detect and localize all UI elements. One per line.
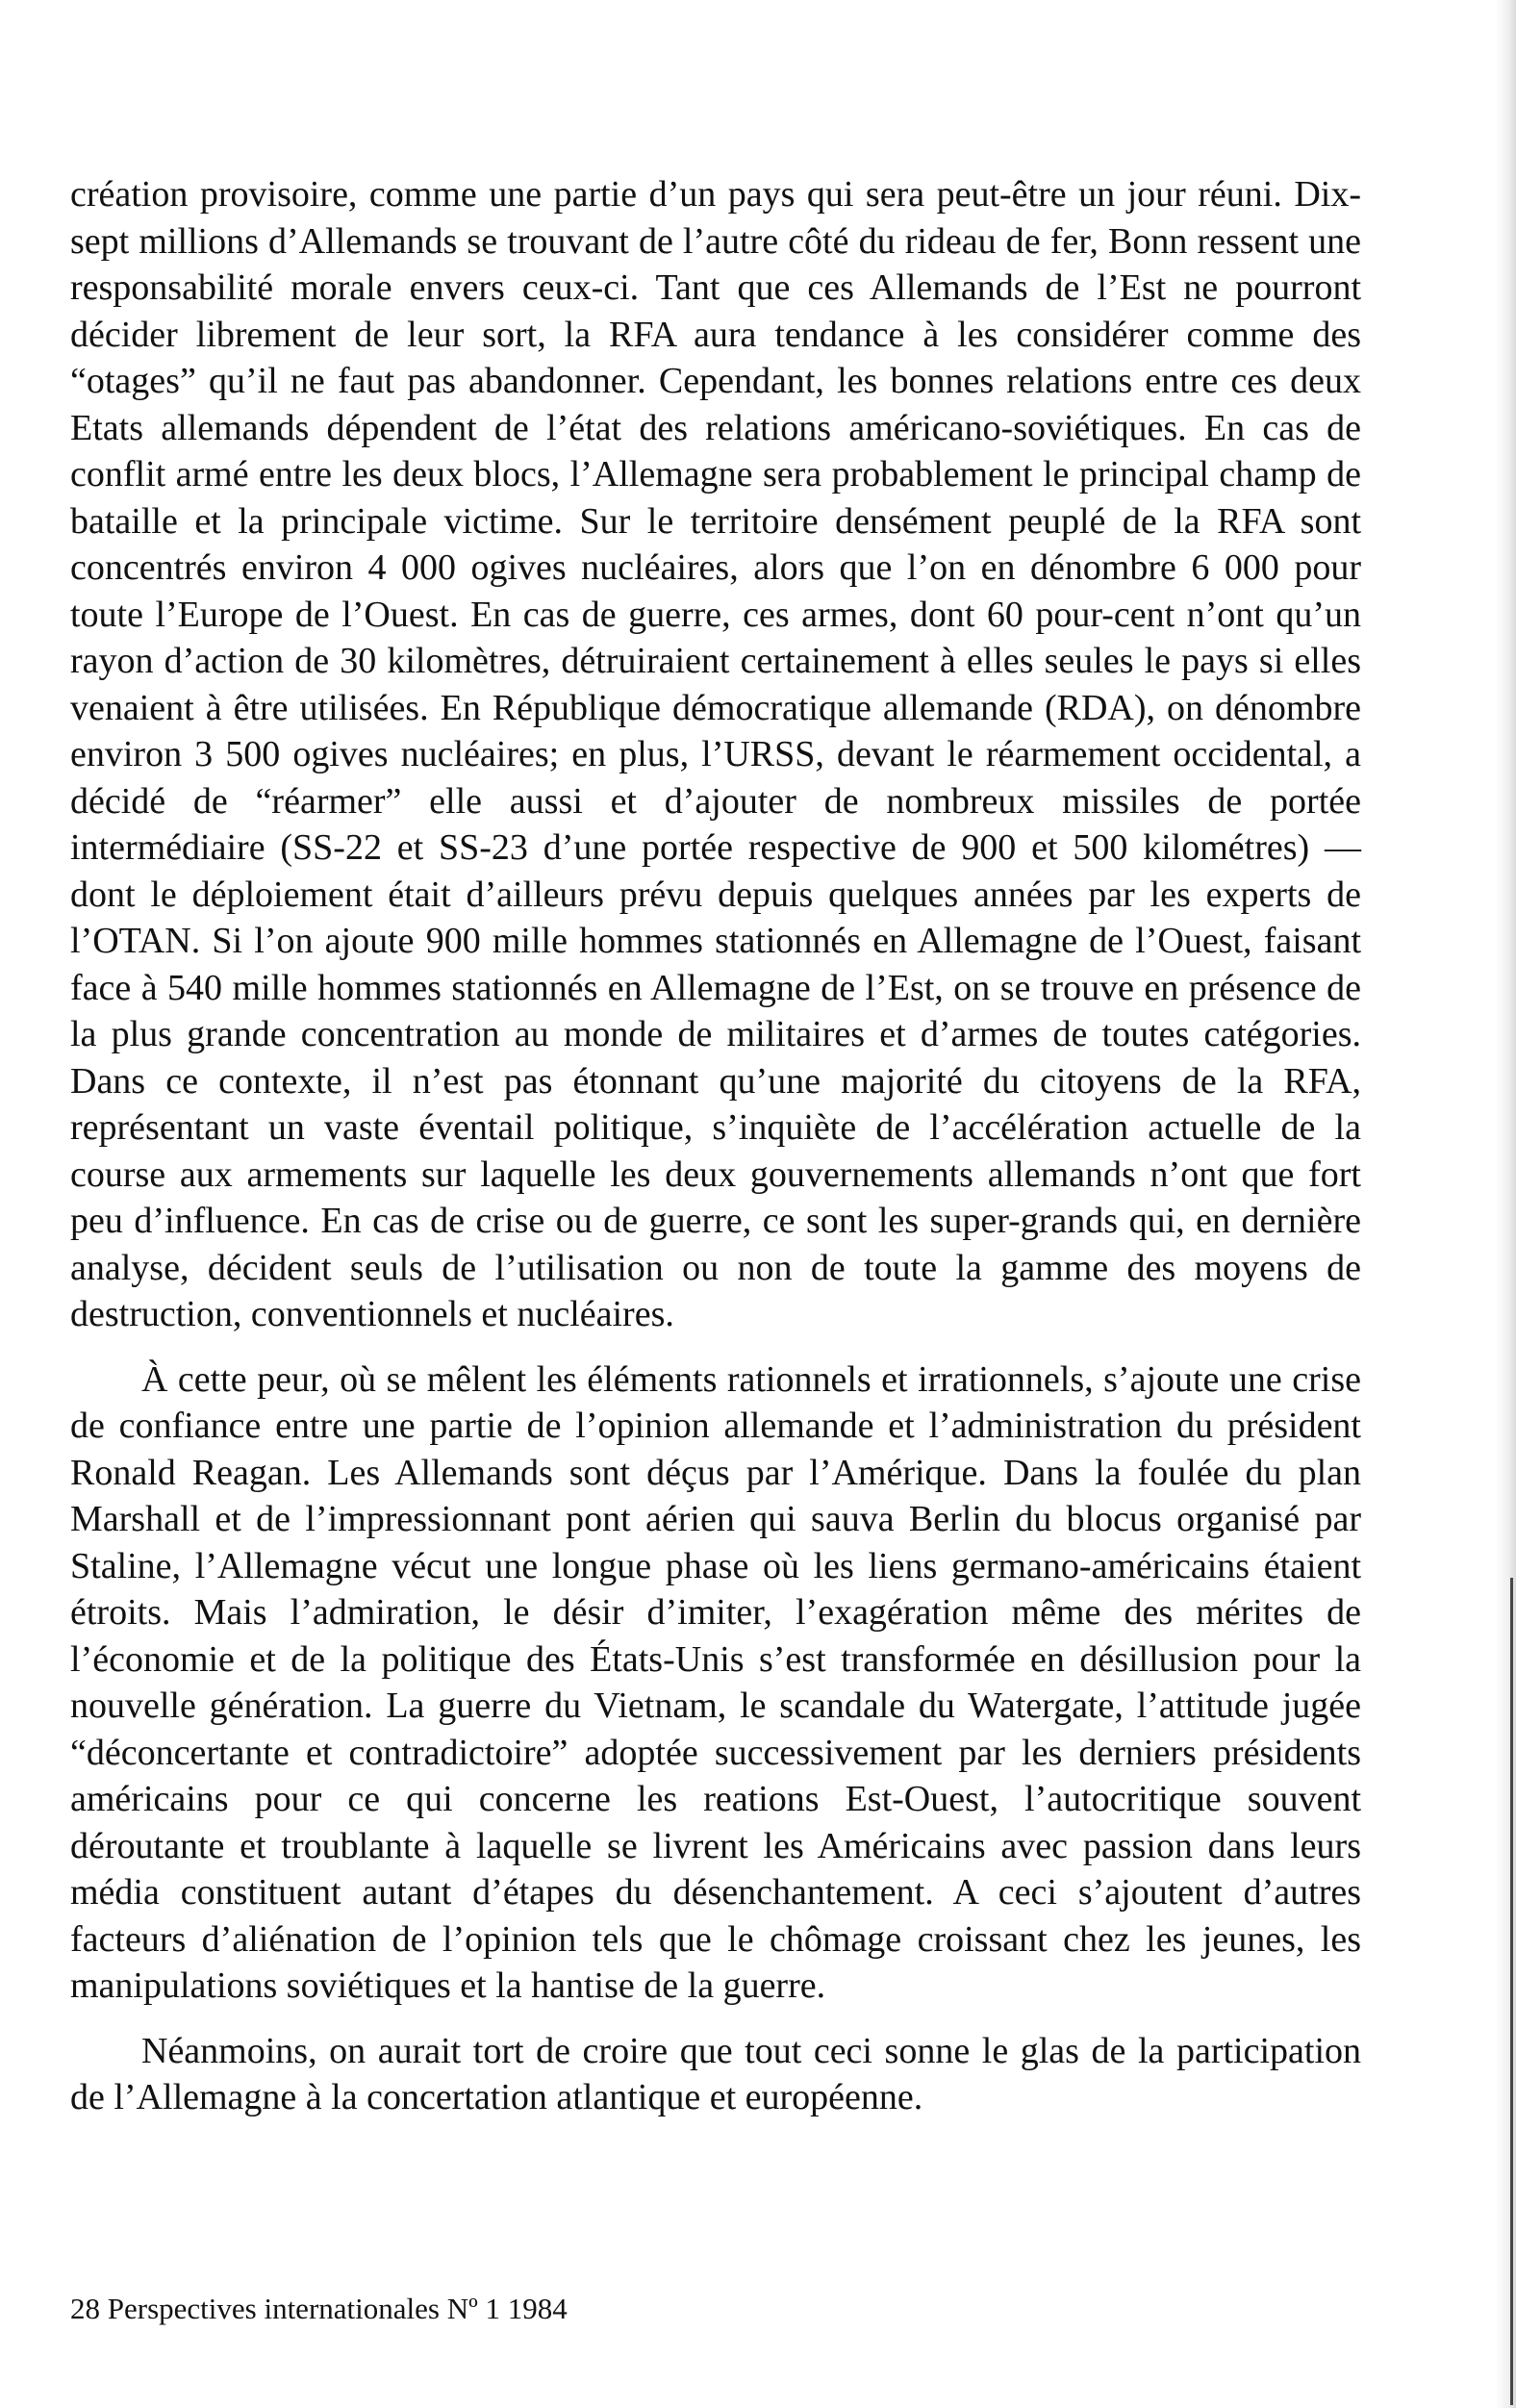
paragraph-1: création provisoire, comme une partie d’un pays qui sera peut-être un jour réuni. Dix-sept millions d’Allemands se trouvant de l’autre côté du rideau de fer, Bonn ressent une responsabilité morale envers ceux-ci. Tant que ces Allemands de l’Est ne pourront décider librement de leur sort, la RFA aura tendance à les considérer comme des “otages” qu’il ne faut pas abandonner. Cependant, les bonnes relations entre ces deux Etats allemands dépendent de l’état des relations américano-soviétiques. En cas de conflit armé entre les deux blocs, l’Allemagne sera probablement le principal champ de bataille et la principale victime. Sur le territoire densément peuplé de la RFA sont concentrés environ 4 000 ogives nucléaires, alors que l’on en dénombre 6 000 pour toute l’Europe de l’Ouest. En cas de guerre, ces armes, dont 60 pour-cent n’ont qu’un rayon d’action de 30 kilomètres, détruiraient certainement à elles seules le pays si elles venaient à être utilisées. En République démocratique allemande (RDA), on dénombre environ 3 500 ogives nucléaires; en plus, l’URSS, devant le réarmement occidental, a décidé de “réarmer” elle aussi et d’ajouter de nombreux missiles de portée intermédiaire (SS-22 et SS-23 d’une portée respective de 900 et 500 kilométres) — dont le déploiement était d’ailleurs prévu depuis quelques années par les experts de l’OTAN. Si l’on ajoute 900 mille hommes stationnés en Allemagne de l’Ouest, faisant face à 540 mille hommes stationnés en Allemagne de l’Est, on se trouve en présence de la plus grande concentration au monde de militaires et d’armes de toutes catégories. Dans ce contexte, il n’est pas étonnant qu’une majorité du citoyens de la RFA, représentant un vaste éventail politique, s’inquiète de l’accélération actuelle de la course aux armements sur laquelle les deux gouvernements allemands n’ont que fort peu d’influence. En cas de crise ou de guerre, ce sont les super-grands qui, en dernière analyse, décident seuls de l’utilisation ou non de toute la gamme des moyens de destruction, conventionnels et nucléaires. (70, 174, 1361, 1334)
scan-edge-line (1510, 1578, 1513, 2405)
paragraph-3: Néanmoins, on aurait tort de croire que tout ceci sonne le glas de la participation de l’Allemagne à la concertation atlantique et européenne. (70, 2030, 1361, 2117)
page-footer: 28 Perspectives internationales Nº 1 1984 (70, 2292, 568, 2325)
paragraph-2: À cette peur, où se mêlent les éléments rationnels et irrationnels, s’ajoute une crise de confiance entre une partie de l’opinion allemande et l’administration du président Ronald Reagan. Les Allemands sont déçus par l’Amérique. Dans la foulée du plan Marshall et de l’impressionnant pont aérien qui sauva Berlin du blocus organisé par Staline, l’Allemagne vécut une longue phase où les liens germano-américains étaient étroits. Mais l’admiration, le désir d’imiter, l’exagération même des mérites de l’économie et de la politique des États-Unis s’est transformée en désillusion pour la nouvelle génération. La guerre du Vietnam, le scandale du Watergate, l’attitude jugée “déconcertante et contradictoire” adoptée successivement par les derniers présidents américains pour ce qui concerne les reations Est-Ouest, l’autocritique souvent déroutante et troublante à laquelle se livrent les Américains avec passion dans leurs média constituent autant d’étapes du désenchantement. A ceci s’ajoutent d’autres facteurs d’aliénation de l’opinion tels que le chômage croissant chez les jeunes, les manipulations soviétiques et la hantise de la guerre. (70, 1358, 1361, 2006)
body-text (70, 171, 1361, 2121)
